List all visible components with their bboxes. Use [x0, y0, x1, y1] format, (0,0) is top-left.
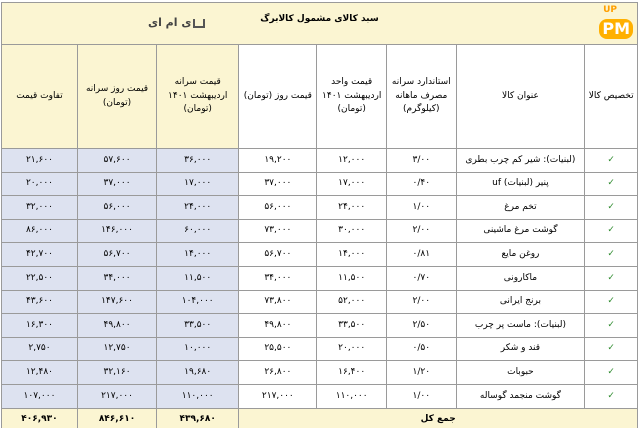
per-capita-market-price: ۱۲,۷۵۰	[77, 337, 156, 361]
per-capita-market-price: ۵۶,۰۰۰	[77, 196, 156, 220]
header-row	[2, 45, 638, 149]
page-title: سبد کالای مشمول کالابرگ	[260, 14, 379, 24]
product-name: گوشت مرغ ماشینی	[456, 219, 585, 243]
price-difference: ۲۱,۶۰۰	[2, 149, 78, 173]
standard-consumption: ۳/۰۰	[386, 149, 456, 173]
title-row	[2, 3, 638, 45]
market-price: ۱۹,۲۰۰	[239, 149, 317, 173]
table-row	[2, 196, 638, 220]
market-price: ۲۵,۵۰۰	[239, 337, 317, 361]
total-per-capita-price: ۴۳۹,۶۸۰	[157, 408, 239, 428]
price-difference: ۳۲,۰۰۰	[2, 196, 78, 220]
allocation-check-icon: ✓	[585, 172, 638, 196]
per-capita-price: ۱۴,۰۰۰	[157, 243, 239, 267]
per-capita-price: ۲۴,۰۰۰	[157, 196, 239, 220]
per-capita-market-price: ۵۶,۷۰۰	[77, 243, 156, 267]
standard-consumption: ۲/۵۰	[386, 314, 456, 338]
price-difference: ۴۳,۶۰۰	[2, 290, 78, 314]
product-name: (لبنیات): ماست پر چرب	[456, 314, 585, 338]
table-body	[2, 149, 638, 409]
brand-logo-text: ی ام ای	[148, 16, 192, 29]
table-row	[2, 219, 638, 243]
per-capita-price: ۳۶,۰۰۰	[157, 149, 239, 173]
product-name: روغن مایع	[456, 243, 585, 267]
unit-price: ۱۴,۰۰۰	[317, 243, 387, 267]
unit-price: ۲۴,۰۰۰	[317, 196, 387, 220]
product-name: پنیر (لبنیات) uf	[456, 172, 585, 196]
market-price: ۷۳,۸۰۰	[239, 290, 317, 314]
allocation-check-icon: ✓	[585, 384, 638, 408]
allocation-check-icon: ✓	[585, 219, 638, 243]
market-price: ۴۹,۸۰۰	[239, 314, 317, 338]
allocation-check-icon: ✓	[585, 266, 638, 290]
standard-consumption: ۰/۷۰	[386, 266, 456, 290]
table-row	[2, 172, 638, 196]
title-cell	[2, 3, 638, 45]
market-price: ۲۶,۸۰۰	[239, 361, 317, 385]
per-capita-market-price: ۲۱۷,۰۰۰	[77, 384, 156, 408]
header-unit-price: قیمت واحد اردیبهشت ۱۴۰۱ (تومان)	[317, 45, 387, 149]
table-row	[2, 243, 638, 267]
product-name: حبوبات	[456, 361, 585, 385]
standard-consumption: ۱/۰۰	[386, 384, 456, 408]
unit-price: ۱۲,۰۰۰	[317, 149, 387, 173]
standard-consumption: ۰/۸۱	[386, 243, 456, 267]
unit-price: ۳۳,۵۰۰	[317, 314, 387, 338]
total-per-capita-market: ۸۴۶,۶۱۰	[77, 408, 156, 428]
table-row	[2, 266, 638, 290]
brand-mark-icon	[193, 19, 205, 28]
header-allocation: تخصیص کالا	[585, 45, 638, 149]
price-difference: ۴۲,۷۰۰	[2, 243, 78, 267]
product-name: (لبنیات): شیر کم چرب بطری	[456, 149, 585, 173]
unit-price: ۲۰,۰۰۰	[317, 337, 387, 361]
table-row	[2, 384, 638, 408]
per-capita-market-price: ۵۷,۶۰۰	[77, 149, 156, 173]
price-difference: ۲۰,۰۰۰	[2, 172, 78, 196]
standard-consumption: ۱/۲۰	[386, 361, 456, 385]
price-difference: ۲۲,۵۰۰	[2, 266, 78, 290]
unit-price: ۱۷,۰۰۰	[317, 172, 387, 196]
market-price: ۷۳,۰۰۰	[239, 219, 317, 243]
standard-consumption: ۰/۵۰	[386, 337, 456, 361]
table-row	[2, 290, 638, 314]
per-capita-market-price: ۱۴۷,۶۰۰	[77, 290, 156, 314]
table-row	[2, 337, 638, 361]
per-capita-market-price: ۳۴,۰۰۰	[77, 266, 156, 290]
unit-price: ۵۲,۰۰۰	[317, 290, 387, 314]
product-name: قند و شکر	[456, 337, 585, 361]
table-row	[2, 149, 638, 173]
per-capita-price: ۱۱,۵۰۰	[157, 266, 239, 290]
header-per-capita-price: قیمت سرانه اردیبهشت ۱۴۰۱ (تومان)	[157, 45, 239, 149]
per-capita-price: ۱۰,۰۰۰	[157, 337, 239, 361]
total-label: جمع کل	[239, 408, 638, 428]
market-price: ۵۶,۰۰۰	[239, 196, 317, 220]
market-price: ۳۷,۰۰۰	[239, 172, 317, 196]
unit-price: ۳۰,۰۰۰	[317, 219, 387, 243]
price-table	[1, 2, 638, 428]
market-price: ۵۶,۷۰۰	[239, 243, 317, 267]
table-row	[2, 314, 638, 338]
watermark-pm-text: PM	[599, 19, 633, 39]
per-capita-market-price: ۱۴۶,۰۰۰	[77, 219, 156, 243]
price-difference: ۲,۷۵۰	[2, 337, 78, 361]
per-capita-market-price: ۳۷,۰۰۰	[77, 172, 156, 196]
standard-consumption: ۱/۰۰	[386, 196, 456, 220]
price-difference: ۱۲,۴۸۰	[2, 361, 78, 385]
product-name: برنج ایرانی	[456, 290, 585, 314]
unit-price: ۱۱,۵۰۰	[317, 266, 387, 290]
allocation-check-icon: ✓	[585, 243, 638, 267]
per-capita-price: ۱۰۴,۰۰۰	[157, 290, 239, 314]
market-price: ۳۴,۰۰۰	[239, 266, 317, 290]
header-standard: استاندارد سرانه مصرف ماهانه (کیلوگرم)	[386, 45, 456, 149]
header-name: عنوان کالا	[456, 45, 585, 149]
price-difference: ۱۰۷,۰۰۰	[2, 384, 78, 408]
allocation-check-icon: ✓	[585, 361, 638, 385]
header-per-capita-market: قیمت روز سرانه (تومان)	[77, 45, 156, 149]
per-capita-market-price: ۳۲,۱۶۰	[77, 361, 156, 385]
market-price: ۲۱۷,۰۰۰	[239, 384, 317, 408]
header-market-price: قیمت روز (تومان)	[239, 45, 317, 149]
per-capita-price: ۱۱۰,۰۰۰	[157, 384, 239, 408]
standard-consumption: ۰/۴۰	[386, 172, 456, 196]
standard-consumption: ۲/۰۰	[386, 219, 456, 243]
allocation-check-icon: ✓	[585, 314, 638, 338]
table-row	[2, 361, 638, 385]
header-difference: تفاوت قیمت	[2, 45, 78, 149]
allocation-check-icon: ✓	[585, 149, 638, 173]
price-difference: ۱۶,۳۰۰	[2, 314, 78, 338]
watermark-up-text: UP	[603, 5, 617, 15]
allocation-check-icon: ✓	[585, 290, 638, 314]
price-difference: ۸۶,۰۰۰	[2, 219, 78, 243]
per-capita-market-price: ۴۹,۸۰۰	[77, 314, 156, 338]
unit-price: ۱۶,۴۰۰	[317, 361, 387, 385]
product-name: گوشت منجمد گوساله	[456, 384, 585, 408]
standard-consumption: ۲/۰۰	[386, 290, 456, 314]
unit-price: ۱۱۰,۰۰۰	[317, 384, 387, 408]
product-name: تخم مرغ	[456, 196, 585, 220]
per-capita-price: ۱۷,۰۰۰	[157, 172, 239, 196]
total-difference: ۴۰۶,۹۳۰	[2, 408, 78, 428]
total-row	[2, 408, 638, 428]
per-capita-price: ۳۳,۵۰۰	[157, 314, 239, 338]
allocation-check-icon: ✓	[585, 337, 638, 361]
allocation-check-icon: ✓	[585, 196, 638, 220]
per-capita-price: ۱۹,۶۸۰	[157, 361, 239, 385]
brand-logo	[148, 16, 205, 30]
product-name: ماکارونی	[456, 266, 585, 290]
per-capita-price: ۶۰,۰۰۰	[157, 219, 239, 243]
